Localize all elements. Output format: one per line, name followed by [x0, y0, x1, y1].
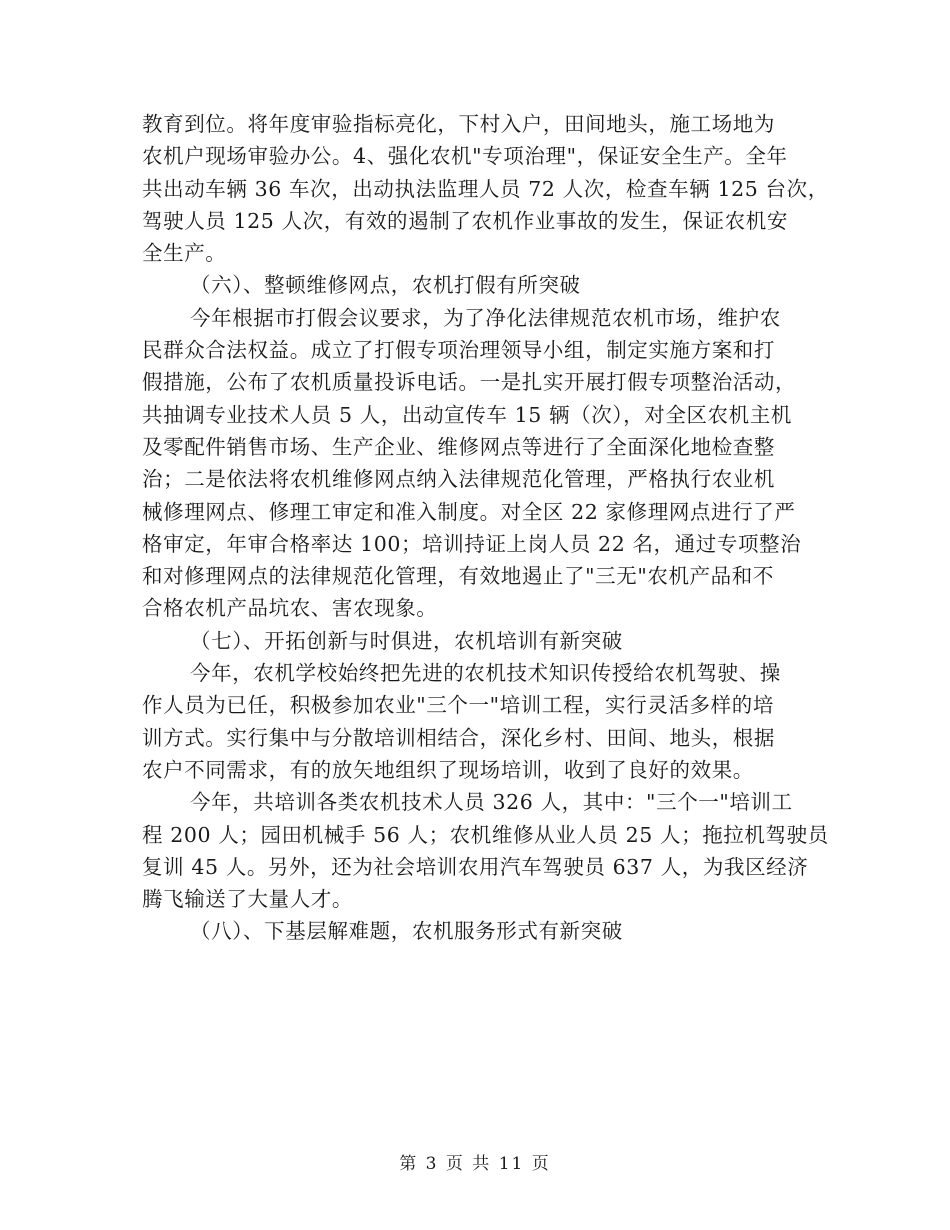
text-line: 今年，农机学校始终把先进的农机技术知识传授给农机驾驶、操	[190, 661, 781, 686]
text-line: 械修理网点、修理工审定和准入制度。对全区 22 家修理网点进行了严	[142, 499, 796, 524]
text-line: 复训 45 人。另外，还为社会培训农用汽车驾驶员 637 人，为我区经济	[142, 854, 809, 879]
text-line: 全生产。	[142, 241, 227, 266]
text-line: 和对修理网点的法律规范化管理，有效地遏止了"三无"农机产品和不	[142, 564, 774, 589]
text-line: 共抽调专业技术人员 5 人，出动宣传车 15 辆（次），对全区农机主机	[142, 402, 792, 427]
text-line: 训方式。实行集中与分散培训相结合，深化乡村、田间、地头，根据	[142, 725, 775, 750]
text-line: （七）、开拓创新与时俱进，农机培训有新突破	[190, 628, 623, 653]
text-line: 及零配件销售市场、生产企业、维修网点等进行了全面深化地检查整	[142, 434, 775, 459]
text-line: 农户不同需求，有的放矢地组织了现场培训，收到了良好的效果。	[142, 757, 754, 782]
text-line: 共出动车辆 36 车次，出动执法监理人员 72 人次，检查车辆 125 台次，	[142, 176, 829, 201]
document-body	[142, 108, 829, 948]
text-line: 教育到位。将年度审验指标亮化，下村入户，田间地头，施工场地为	[142, 112, 775, 136]
page-footer: 第 3 页 共 11 页	[399, 1154, 551, 1174]
text-line: 腾飞输送了大量人才。	[142, 887, 353, 912]
text-line: 作人员为已任，积极参加农业"三个一"培训工程，实行灵活多样的培	[142, 693, 774, 718]
text-line: 民群众合法权益。成立了打假专项治理领导小组，制定实施方案和打	[142, 338, 775, 363]
text-line: 合格农机产品坑农、害农现象。	[142, 596, 438, 621]
text-line: （六）、整顿维修网点，农机打假有所突破	[190, 273, 581, 298]
text-line: 驾驶人员 125 人次，有效的遏制了农机作业事故的发生，保证农机安	[142, 208, 788, 233]
text-line: 农机户现场审验办公。4、强化农机"专项治理"，保证安全生产。全年	[142, 144, 788, 169]
text-line: 今年，共培训各类农机技术人员 326 人，其中："三个一"培训工	[190, 790, 793, 815]
text-line: 假措施，公布了农机质量投诉电话。一是扎实开展打假专项整治活动，	[142, 370, 797, 395]
text-line: 治；二是依法将农机维修网点纳入法律规范化管理，严格执行农业机	[142, 467, 775, 492]
text-line: 程 200 人；园田机械手 56 人；农机维修从业人员 25 人；拖拉机驾驶员	[142, 822, 829, 847]
text-line: （八）、下基层解难题，农机服务形式有新突破	[190, 919, 623, 944]
text-line: 今年根据市打假会议要求，为了净化法律规范农机市场，维护农	[190, 305, 781, 330]
text-line: 格审定，年审合格率达 100；培训持证上岗人员 22 名，通过专项整治	[142, 531, 802, 556]
